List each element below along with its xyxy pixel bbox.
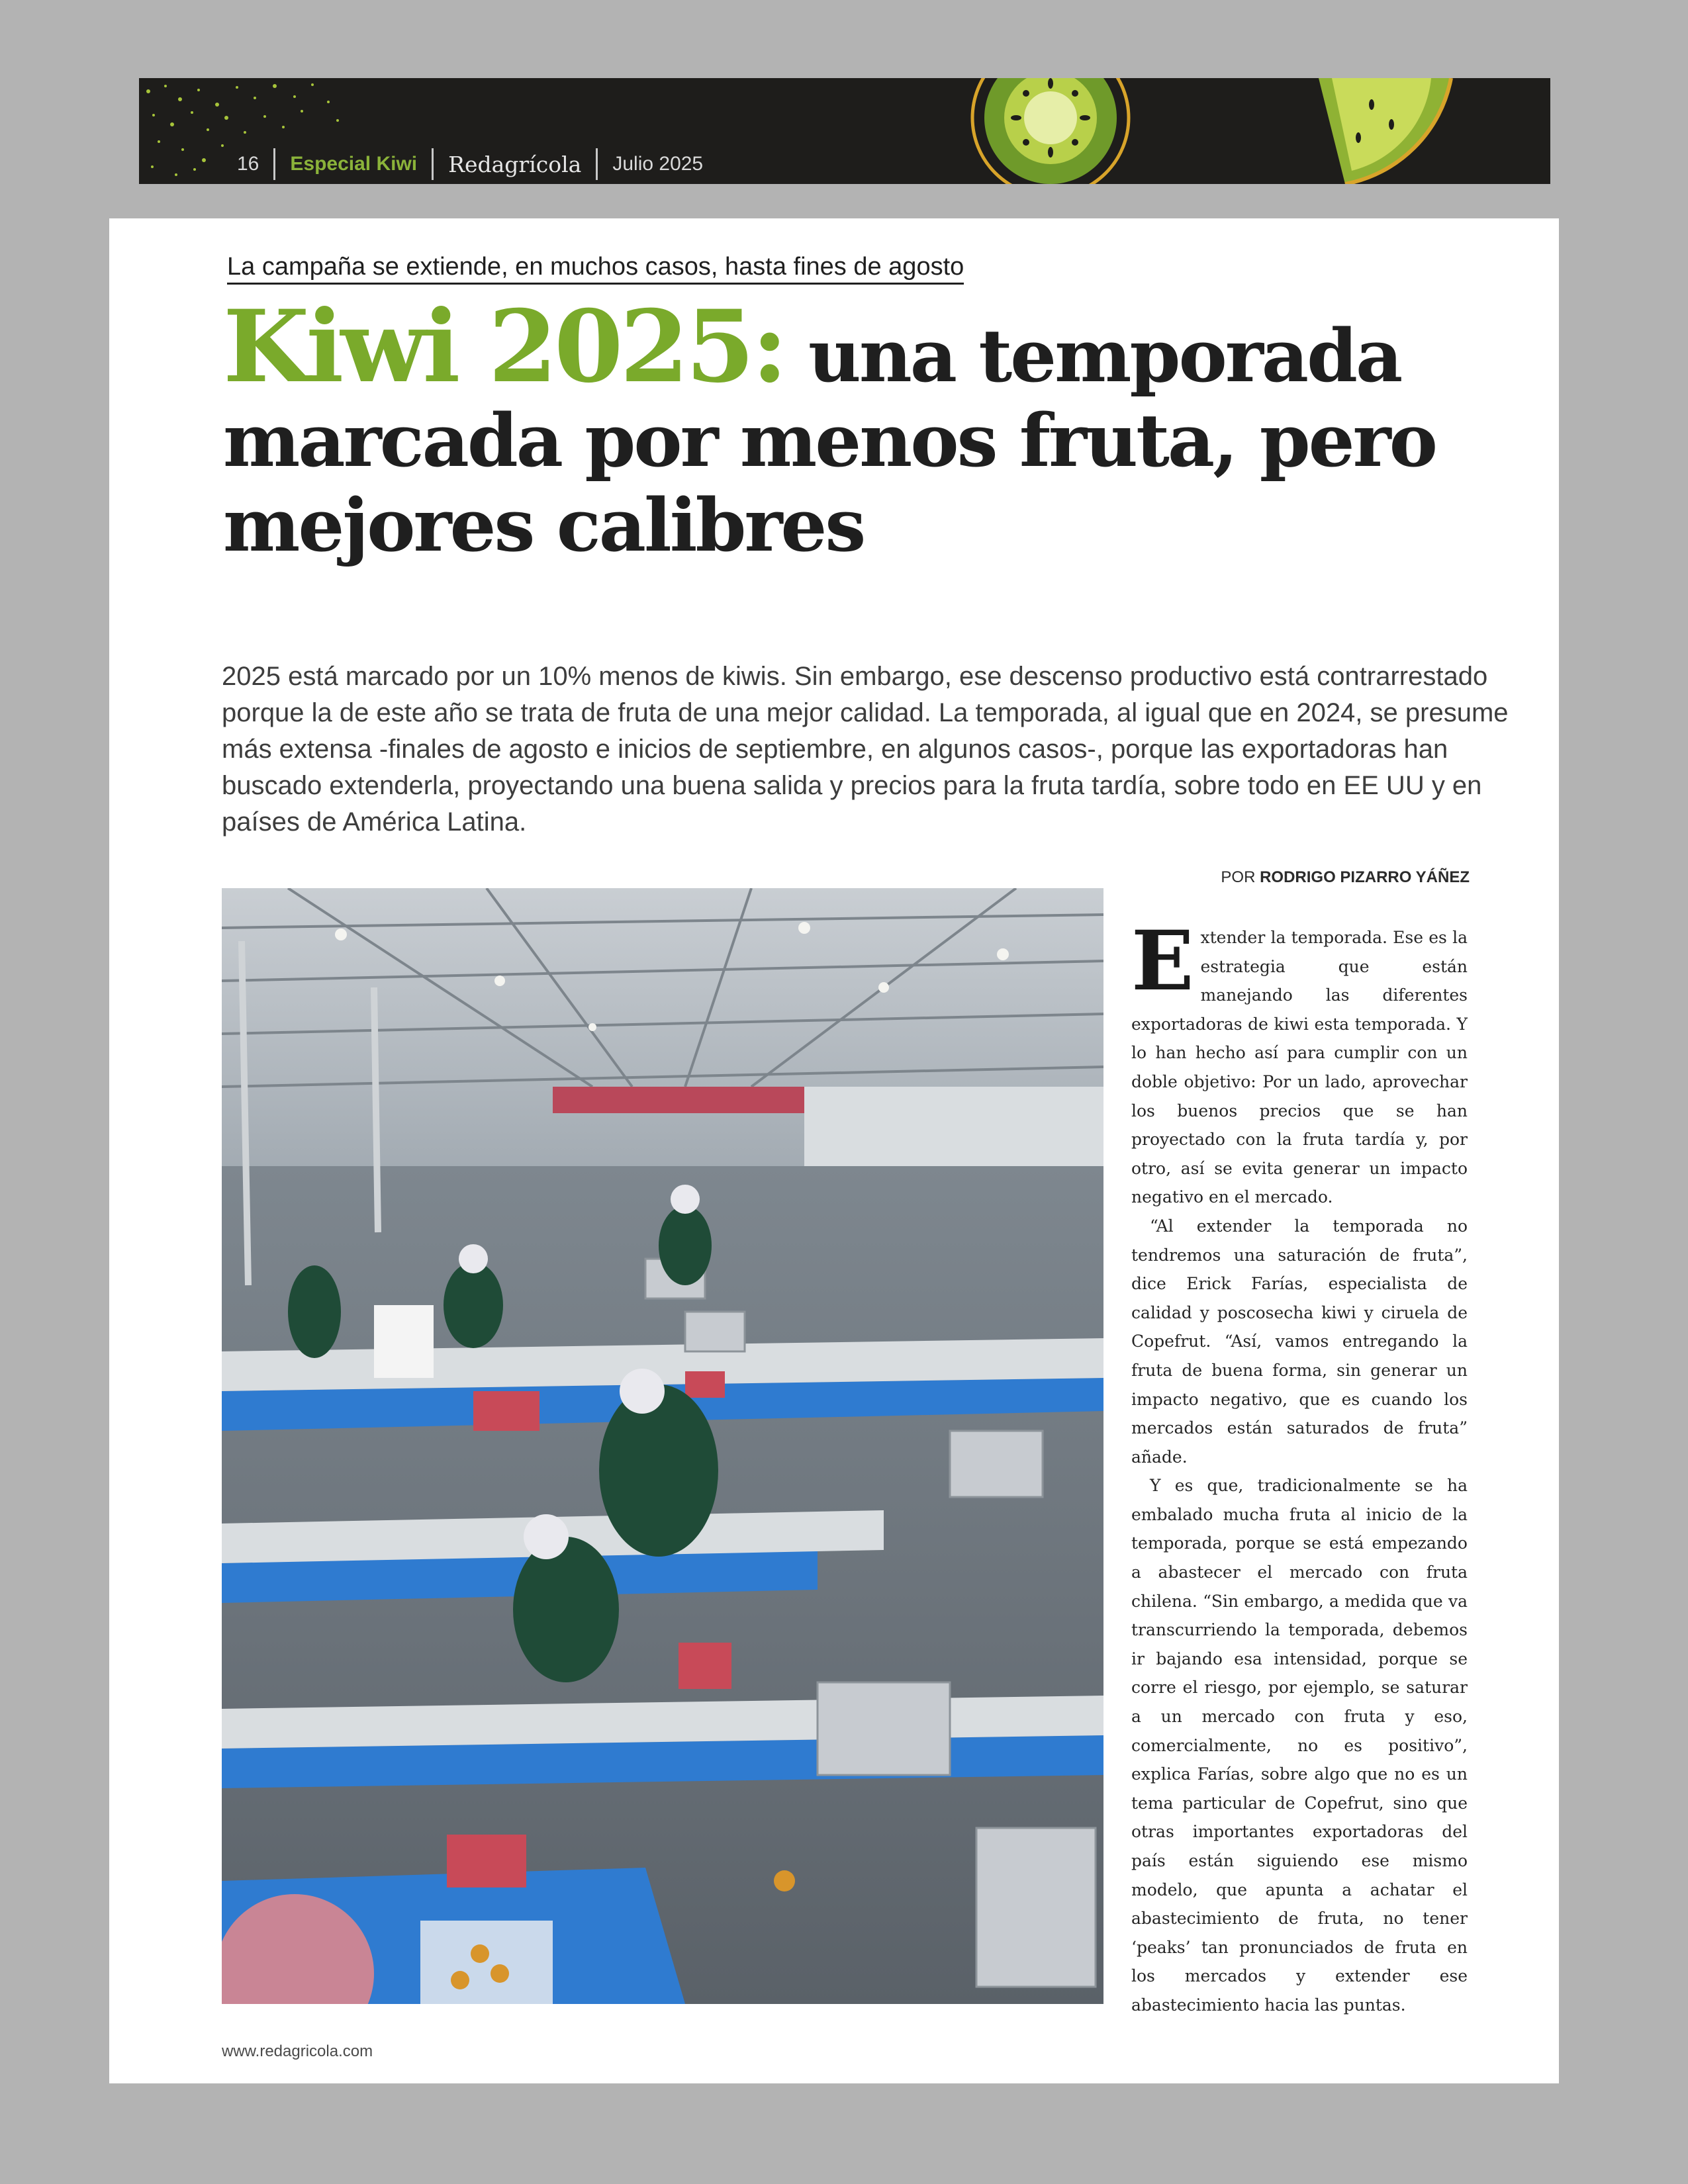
brand-name: Redagrícola xyxy=(448,151,582,177)
article-page xyxy=(109,218,1559,2083)
page-number: 16 xyxy=(237,153,259,175)
magazine-header-bar xyxy=(139,78,1550,184)
byline xyxy=(1221,868,1470,887)
article-paragraph xyxy=(1131,913,1468,1212)
header-meta xyxy=(237,146,703,183)
article-kicker: La campaña se extiende, en muchos casos, hasta fines de agosto xyxy=(227,253,964,285)
kiwi-slice-icon xyxy=(972,78,1129,184)
divider xyxy=(432,148,434,180)
headline-accent: Kiwi 2025: xyxy=(223,289,785,405)
byline-prefix: POR xyxy=(1221,868,1256,886)
divider xyxy=(273,148,275,180)
kiwi-slices-illustration xyxy=(868,78,1550,184)
kiwi-wedge-icon xyxy=(1319,78,1451,184)
article-paragraph: Y es que, tradicionalmente se ha embalado mucha fruta al inicio de la temporada, porque se está empezando a abastecer el mercado con fruta chilena. “Sin embargo, a medida que va transcurriendo la temporada, debemos ir bajando esa intensidad, porque se corre el riesgo, por ejemplo, se saturar a un mercado con fruta y eso, comercialmente, no es positivo”, explica Farías, sobre algo que no es un tema particular de Copefrut, sino que otras importantes exportadoras del país están siguiendo ese mismo modelo, que apunta a achatar el abastecimiento de fruta, no tener ‘peaks’ tan pronunciados de fruta en los mercados y extender ese abastecimiento hacia las puntas. xyxy=(1131,1476,1468,2015)
section-label: Especial Kiwi xyxy=(290,153,418,175)
headline-text: una temporada marcada por menos fruta, pero mejores calibres xyxy=(223,313,1436,568)
packing-house-photo xyxy=(222,888,1103,2004)
divider xyxy=(596,148,598,180)
packing-house-illustration xyxy=(222,888,1103,2004)
article-headline xyxy=(223,289,1481,568)
article-lead: 2025 está marcado por un 10% menos de kiwis. Sin embargo, ese descenso productivo está contrarrestado porque la de este año se trata de fruta de una mejor calidad. La temporada, al igual que en 2024, se presume más extensa -finales de agosto e inicios de septiembre, en algunos casos-, porque las exportadoras han buscado extenderla, proyectando una buena salida y precios para la fruta tardía, sobre todo en EE UU y en países de América Latina. xyxy=(222,662,1509,837)
paragraph-text: xtender la temporada. Ese es la estrategia que están manejando las diferentes exportadoras de kiwi esta temporada. Y lo han hecho así para cumplir con un doble objetivo: Por un lado, aprovechar los buenos precios que se han proyectado con la fruta tardía y, por otro, así se evita generar un impacto negativo en el mercado. xyxy=(1131,928,1468,1207)
drop-cap: E xyxy=(1131,913,1194,1009)
author-name: RODRIGO PIZARRO YÁÑEZ xyxy=(1260,868,1470,886)
article-paragraph: “Al extender la temporada no tendremos una saturación de fruta”, dice Erick Farías, especialista de calidad y poscosecha kiwi y ciruela de Copefrut. “Así, vamos entregando la fruta de buena forma, sin generar un impacto negativo, que es cuando los mercados están saturados de fruta” añade. xyxy=(1131,1216,1468,1467)
article-body xyxy=(1131,913,1468,2020)
footer-url[interactable]: www.redagricola.com xyxy=(222,2042,373,2060)
issue-date: Julio 2025 xyxy=(612,153,704,175)
